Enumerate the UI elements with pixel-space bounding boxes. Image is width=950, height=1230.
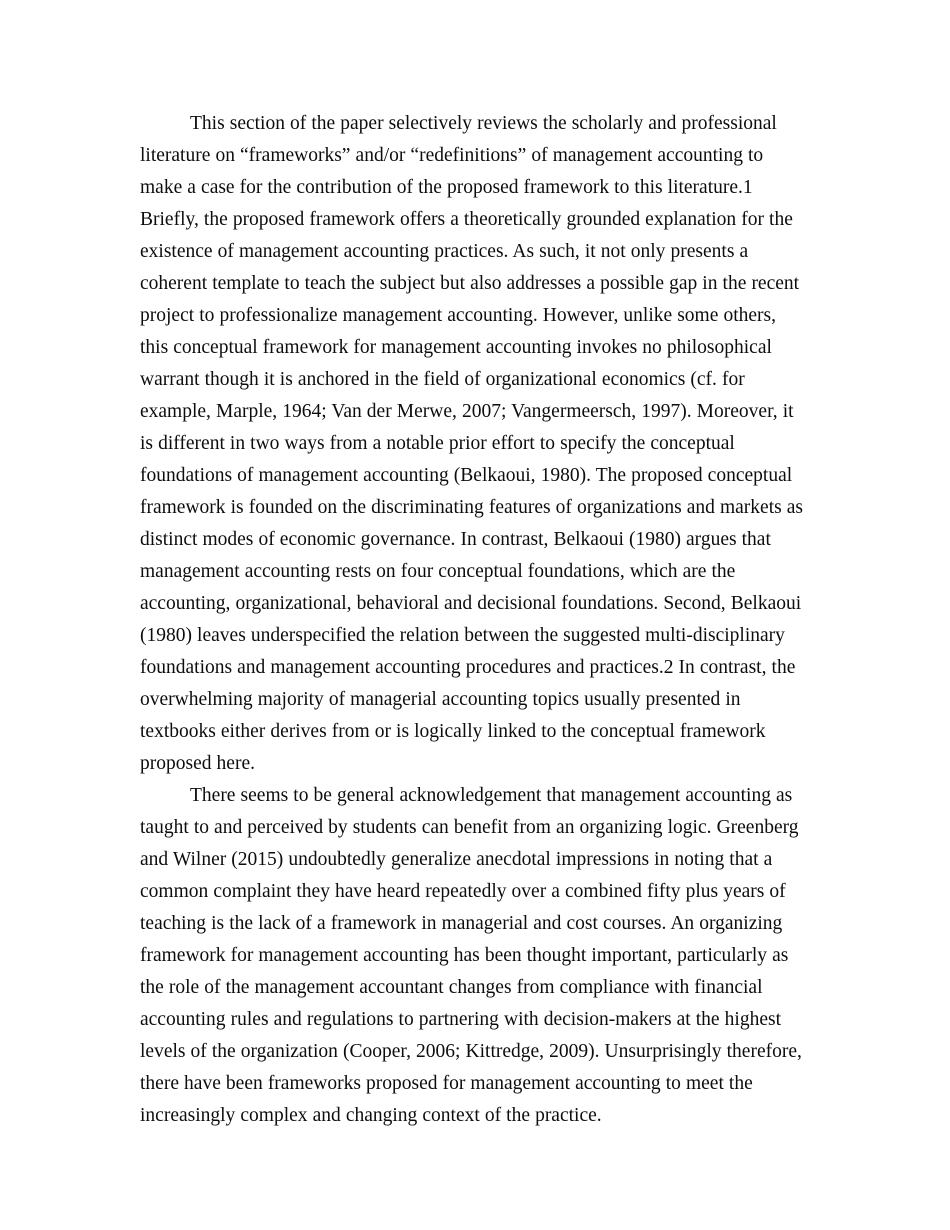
body-paragraph-1: This section of the paper selectively reviews the scholarly and professional literature on “frameworks” and/or “redefinitions” of management accounting to make a case for the contribution of the proposed framework to this literature.1 Briefly, the proposed framework offers a theoretically grounded explanation for the existence of management accounting practices. As such, it not only presents a coherent template to teach the subject but also addresses a possible gap in the recent project to professionalize management accounting. However, unlike some others, this conceptual framework for management accounting invokes no philosophical warrant though it is anchored in the field of organizational economics (cf. for example, Marple, 1964; Van der Merwe, 2007; Vangermeersch, 1997). Moreover, it is different in two ways from a notable prior effort to specify the conceptual foundations of management accounting (Belkaoui, 1980). The proposed conceptual framework is founded on the discriminating features of organizations and markets as distinct modes of economic governance. In contrast, Belkaoui (1980) argues that management accounting rests on four conceptual foundations, which are the accounting, organizational, behavioral and decisional foundations. Second, Belkaoui (1980) leaves underspecified the relation between the suggested multi-disciplinary foundations and management accounting procedures and practices.2 In contrast, the overwhelming majority of managerial accounting topics usually presented in textbooks either derives from or is logically linked to the conceptual framework proposed here.	[140, 113, 804, 774]
body-text-column	[140, 108, 805, 1132]
body-paragraph-2: There seems to be general acknowledgement that management accounting as taught to and perceived by students can benefit from an organizing logic. Greenberg and Wilner (2015) undoubtedly generalize anecdotal impressions in noting that a common complaint they have heard repeatedly over a combined fifty plus years of teaching is the lack of a framework in managerial and cost courses. An organizing framework for management accounting has been thought important, particularly as the role of the management accountant changes from compliance with financial accounting rules and regulations to partnering with decision-makers at the highest levels of the organization (Cooper, 2006; Kittredge, 2009). Unsurprisingly therefore, there have been frameworks proposed for management accounting to meet the increasingly complex and changing context of the practice.	[140, 785, 802, 1126]
